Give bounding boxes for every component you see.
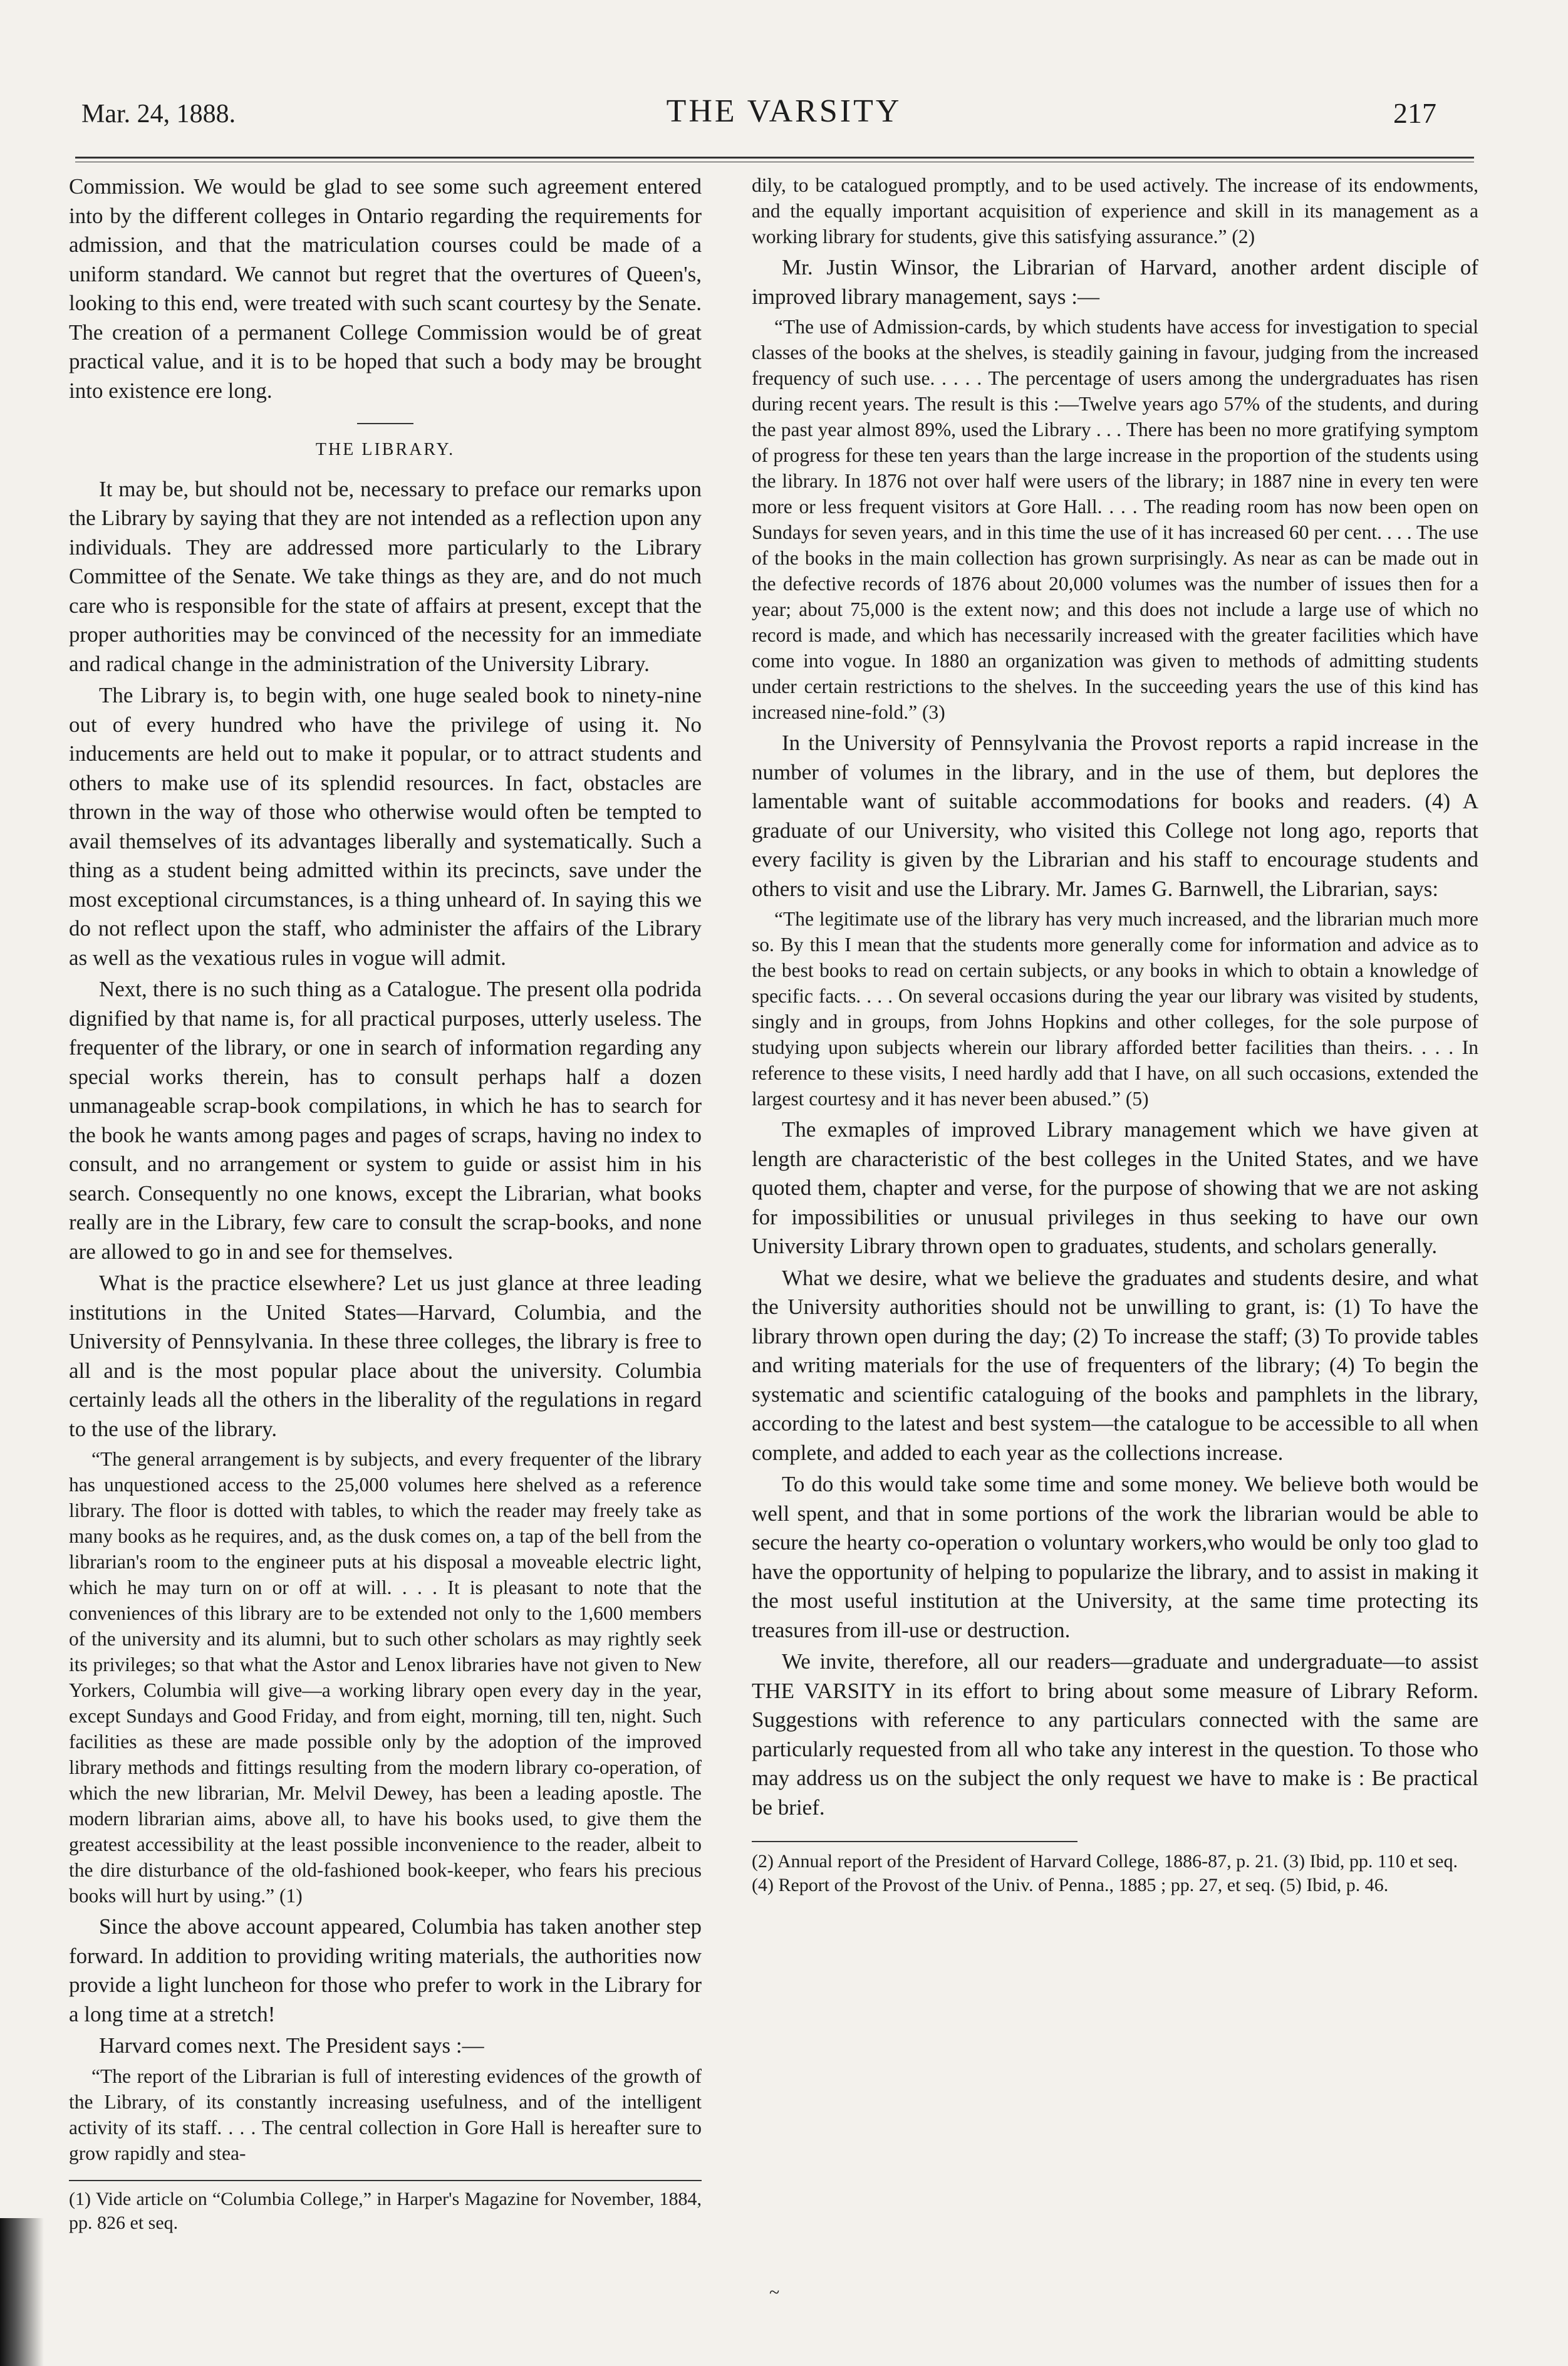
paragraph: The exmaples of improved Library management which we have given at length are characteristic of the best colleges in the United States, and we have quoted them, chapter and verse, for the purpose of showing that we are not asking for impossibilities or unusual privileges in thus seeking to have our own University Library thrown open to graduates, students, and scholars generally. — [752, 1117, 1478, 1258]
right-column — [752, 172, 1478, 1897]
block-quote: “The legitimate use of the library has very much increased, and the librarian much more so. By this I mean that the students more generally come for information and advice as to the best books to read on certain subjects, or any books in which to obtain a knowledge of specific facts. . . . On several occasions during the year our library was visited by students, singly and in groups, from Johns Hopkins and other colleges, for the sole purpose of studying upon subjects wherein our library afforded better facilities than theirs. . . . In reference to these visits, I need hardly add that I have, on all such occasions, extended the largest courtesy and it has never been abused.” (5) — [752, 908, 1478, 1110]
page-header — [44, 88, 1524, 157]
issue-date: Mar. 24, 1888. — [81, 100, 236, 128]
block-quote: “The report of the Librarian is full of interesting evidences of the growth of the Library, of its constantly increasing usefulness, and of the intelligent activity of its staff. . . . The central collection in Gore Hall is hereafter sure to grow rapidly and stea- — [69, 2065, 702, 2164]
header-rule — [75, 157, 1474, 159]
page-binding-shadow — [0, 2218, 44, 2366]
paragraph: What is the practice elsewhere? Let us just glance at three leading institutions in the United States—Harvard, Columbia, and the University of Pennsylvania. In these three colleges, the library is free to all and is the most popular place about the university. Columbia certainly leads all the others in the liberality of the regulations in regard to the use of the library. — [69, 1271, 702, 1441]
page-number: 217 — [1393, 97, 1436, 129]
footnote: (2) Annual report of the President of Harvard College, 1886-87, p. 21. (3) Ibid, pp. 110 et seq. — [752, 1851, 1458, 1872]
block-quote-continued: dily, to be catalogued promptly, and to be used actively. The increase of its endowments, and the equally important acquisition of experience and skill in its management as a working library for students, give this satisfying assurance.” (2) — [752, 174, 1478, 248]
footnote: (1) Vide article on “Columbia College,” in Harper's Magazine for November, 1884, pp. 826 et seq. — [69, 2180, 702, 2235]
paragraph: We invite, therefore, all our readers—graduate and undergraduate—to assist THE VARSITY in its effort to bring about some measure of Library Reform. Suggestions with reference to any particulars connected with the same are particularly requested from all who take any interest in the question. To those who may address us on the subject the only request we have to make is : Be practical be brief. — [752, 1649, 1478, 1820]
paragraph: Mr. Justin Winsor, the Librarian of Harvard, another ardent disciple of improved library management, says :— — [752, 255, 1478, 309]
paragraph: It may be, but should not be, necessary to preface our remarks upon the Library by saying that they are not intended as a reflection upon any individuals. They are addressed more particularly to the Library Committee of the Senate. We take things as they are, and do not much care who is responsible for the state of affairs at present, except that the proper authorities may be convinced of the necessity for an immediate and radical change in the administration of the University Library. — [69, 476, 702, 676]
paragraph: Next, there is no such thing as a Catalogue. The present olla podrida dignified by that name is, for all practical purposes, utterly useless. The frequenter of the library, or one in search of information regarding any special works therein, has to consult perhaps half a dozen unmanageable scrap-book compilations, in which he has to search for the book he wants among pages and pages of scraps, having no index to consult, and no arrangement or system to guide or assist him in his search. Consequently no one knows, except the Librarian, what books really are in the Library, few care to consult the scrap-books, and none are allowed to go in and see for themselves. — [69, 977, 702, 1264]
publication-title: THE VARSITY — [666, 93, 902, 129]
paragraph: The Library is, to begin with, one huge sealed book to ninety-nine out of every hundred who have the privilege of using it. No inducements are held out to make it popular, or to attract students and others to make use of its splendid resources. In fact, obstacles are thrown in the way of those who otherwise would often be tempted to avail themselves of its advantages liberally and systematically. Such a thing as a student being admitted within its precincts, save under the most exceptional circumstances, is a thing unheard of. In saying this we do not reflect upon the staff, who administer the affairs of the Library as well as the vexatious rules in vogue will admit. — [69, 683, 702, 970]
printer-mark: ~ — [769, 2282, 780, 2303]
block-quote: “The use of Admission-cards, by which students have access for investigation to special classes of the books at the shelves, is steadily gaining in favour, judging from the increased frequency of such use. . . . . The percentage of users among the undergraduates has risen during recent years. The result is this :—Twelve years ago 57% of the students, and during the past year almost 89%, used the Library . . . There has been no more gratifying symptom of progress for these ten years than the large increase in the proportion of the students using the library. In 1876 not over half were users of the library; in 1887 nine in every ten were more or less frequent visitors at Gore Hall. . . . The reading room has now been open on Sundays for seven years, and in this time the use of it has increased 60 per cent. . . . The use of the books in the main collection has grown surprisingly. As near as can be made out in the defective records of 1876 about 20,000 volumes was the number of issues then for a year; about 75,000 is the extent now; and this does not include a large use of which no record is made, and which has necessarily increased with the greater facilities which have come into vogue. In 1880 an organization was given to methods of admitting students under certain restrictions to the shelves. In the succeeding years the use of this kind has increased nine-fold.” (3) — [752, 316, 1478, 723]
paragraph: What we desire, what we believe the graduates and students desire, and what the University authorities should not be unwilling to grant, is: (1) To have the library thrown open during the day; (2) To increase the staff; (3) To provide tables and writing materials for the use of frequenters of the library; (4) To begin the systematic and scientific cataloguing of the books and pamphlets in the library, according to the latest and best system—the catalogue to be accessible to all when complete, and added to each year as the collections increase. — [752, 1265, 1478, 1465]
block-quote: “The general arrangement is by subjects, and every frequenter of the library has unquestioned access to the 25,000 volumes here shelved as a reference library. The floor is dotted with tables, to which the reader may freely take as many books as he requires, and, as the dusk comes on, a tap of the bell from the librarian's room to the engineer puts at his disposal a moveable electric light, which he may turn on or off at will. . . . It is pleasant to note that the conveniences of this library are to be extended not only to the 1,600 members of the university and its alumni, but to such other scholars as may rightly seek its privileges; so that what the Astor and Lenox libraries have not given to New Yorkers, Columbia will give—a working library open every day in the year, except Sundays and Good Friday, and from eight, morning, till ten, night. Such facilities as these are made possible only by the adoption of the improved library methods and fittings resulting from the modern library co-operation, of which the new librarian, Mr. Melvil Dewey, has been a leading apostle. The modern librarian aims, above all, to have his books used, to give them the greatest accessibility at the least possible inconvenience to the reader, albeit to the dire disturbance of the old-fashioned book-keeper, who fears his precious books will hurt by using.” (1) — [69, 1448, 702, 1907]
section-heading: THE LIBRARY. — [69, 423, 702, 465]
left-column — [69, 172, 702, 2235]
paragraph: Commission. We would be glad to see some such agreement entered into by the different colleges in Ontario regarding the requirements for admission, and that the matriculation courses could be made of a uniform standard. We cannot but regret that the overtures of Queen's, looking to this end, were treated with such scant courtesy by the Senate. The creation of a permanent College Commission would be of great practical value, and it is to be hoped that such a body may be brought into existence ere long. — [69, 174, 702, 403]
paragraph: Since the above account appeared, Columbia has taken another step forward. In addition to providing writing materials, the authorities now provide a light luncheon for those who prefer to work in the Library for a long time at a stretch! — [69, 1914, 702, 2026]
paragraph: Harvard comes next. The President says :— — [99, 2033, 484, 2058]
footnote-rule — [752, 1841, 1077, 1842]
footnote: (4) Report of the Provost of the Univ. of Penna., 1885 ; pp. 27, et seq. (5) Ibid, p. 46. — [752, 1875, 1389, 1895]
paragraph: In the University of Pennsylvania the Provost reports a rapid increase in the number of volumes in the library, and in the use of them, but deplores the lamentable want of suitable accommodations for books and readers. (4) A graduate of our University, who visited this College not long ago, reports that every facility is given by the Librarian and his staff to encourage students and others to visit and use the Library. Mr. James G. Barnwell, the Librarian, says: — [752, 731, 1478, 901]
paragraph: To do this would take some time and some money. We believe both would be well spent, and that in some portions of the work the librarian would be able to secure the hearty co-operation o voluntary workers,who would be only too glad to have the opportunity of helping to popularize the library, and to assist in making it the most useful institution at the University, at the same time protecting its treasures from ill-use or destruction. — [752, 1472, 1478, 1642]
